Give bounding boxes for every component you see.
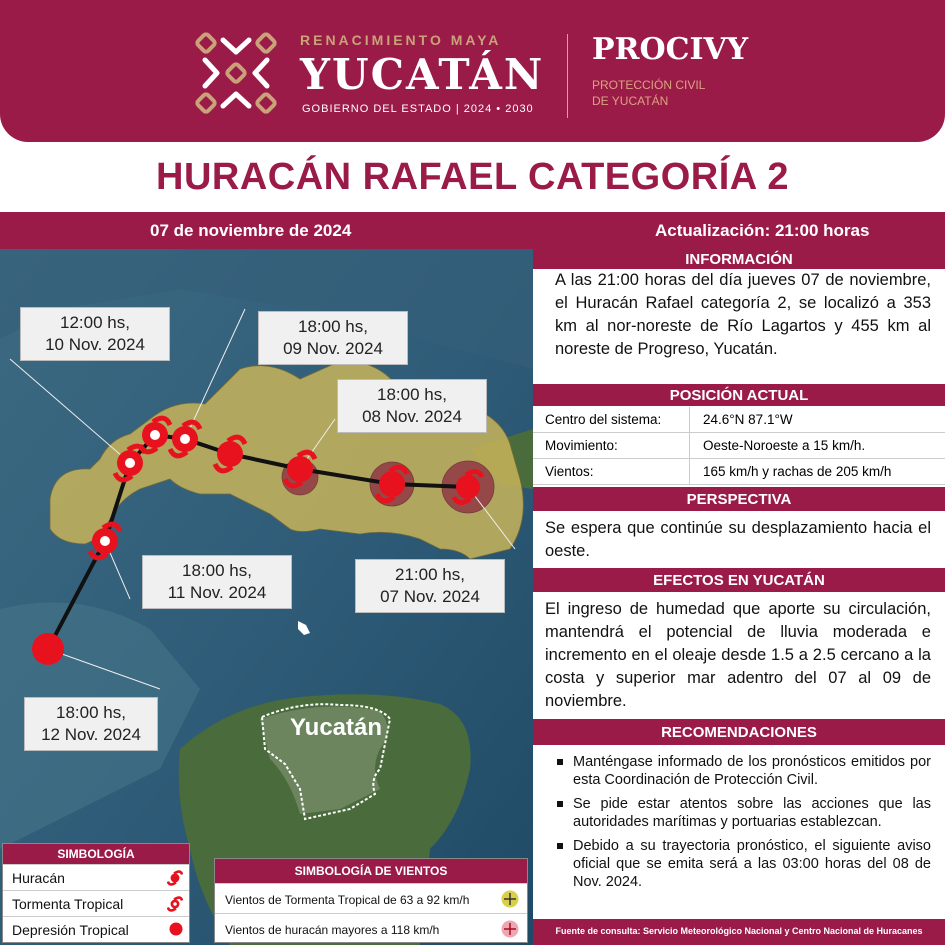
forecast-time: 12:00 hs, xyxy=(60,313,130,332)
agency-full-name xyxy=(592,77,752,109)
forecast-date: 12 Nov. 2024 xyxy=(41,725,141,744)
forecast-date: 08 Nov. 2024 xyxy=(362,407,462,426)
forecast-date: 07 Nov. 2024 xyxy=(380,587,480,606)
forecast-time: 18:00 hs, xyxy=(377,385,447,404)
legend-label: Tormenta Tropical xyxy=(12,896,124,912)
position-key: Centro del sistema: xyxy=(545,412,662,427)
position-key: Movimiento: xyxy=(545,438,618,453)
recommendations-list xyxy=(555,753,931,897)
forecast-label xyxy=(20,307,170,361)
forecast-time: 18:00 hs, xyxy=(56,703,126,722)
header-divider xyxy=(567,34,568,118)
wind-legend-item xyxy=(215,913,527,943)
tagline: RENACIMIENTO MAYA xyxy=(300,32,502,48)
perspective-heading: PERSPECTIVA xyxy=(533,487,945,511)
forecast-label xyxy=(355,559,505,613)
forecast-time: 18:00 hs, xyxy=(298,317,368,336)
wind-legend-item xyxy=(215,883,527,913)
forecast-label xyxy=(24,697,158,751)
header-banner xyxy=(0,0,945,142)
position-value: Oeste-Noroeste a 15 km/h. xyxy=(703,438,866,453)
agency-full-line-1: PROTECCIÓN CIVIL xyxy=(592,78,706,92)
row-divider xyxy=(689,459,690,485)
legend-heading: SIMBOLOGÍA xyxy=(3,844,189,864)
effects-heading: EFECTOS EN YUCATÁN xyxy=(533,568,945,592)
position-key: Vientos: xyxy=(545,464,594,479)
update-time: Actualización: 21:00 horas xyxy=(655,221,870,240)
yucatan-logo-icon xyxy=(193,30,279,116)
perspective-text: Se espera que continúe su desplazamiento hacia el oeste. xyxy=(545,519,931,560)
state-name: YUCATÁN xyxy=(300,50,545,99)
tropical-depression-icon xyxy=(169,922,183,936)
bulletin-date: 07 de noviembre de 2024 xyxy=(150,221,352,240)
info-heading: INFORMACIÓN xyxy=(533,249,945,269)
info-text: A las 21:00 horas del día jueves 07 de noviembre, el Huracán Rafael categoría 2, se localizó a 353 km al nor-noreste de Río Lagartos y 455 km al noreste de Progreso, Yucatán. xyxy=(555,271,931,358)
legend-item xyxy=(3,916,189,942)
forecast-date: 11 Nov. 2024 xyxy=(167,583,267,602)
legend-item xyxy=(3,890,189,916)
legend-item xyxy=(3,864,189,890)
wind-legend xyxy=(214,858,528,943)
wind-legend-heading: SIMBOLOGÍA DE VIENTOS xyxy=(215,859,527,883)
agency-full-line-2: DE YUCATÁN xyxy=(592,94,669,108)
legend-label: Depresión Tropical xyxy=(12,922,129,938)
forecast-label xyxy=(337,379,487,433)
position-row xyxy=(533,407,945,433)
hurricane-wind-icon xyxy=(501,920,519,938)
forecast-map xyxy=(0,249,533,945)
recommendation-item: Debido a su trayectoria pronóstico, el siguiente aviso oficial que se emita será a las 03:00 horas del 08 de Nov. 2024. xyxy=(555,837,931,891)
symbol-legend xyxy=(2,843,190,943)
wind-legend-label: Vientos de huracán mayores a 118 km/h xyxy=(225,923,440,937)
legend-label: Huracán xyxy=(12,870,65,886)
position-row xyxy=(533,433,945,459)
region-label: Yucatán xyxy=(289,714,383,741)
forecast-time: 18:00 hs, xyxy=(182,561,252,580)
info-panel xyxy=(533,249,945,945)
recommendations-heading: RECOMENDACIONES xyxy=(533,719,945,745)
row-divider xyxy=(689,407,690,433)
position-value: 24.6°N 87.1°W xyxy=(703,412,793,427)
effects-text: El ingreso de humedad que aporte su circulación, mantendrá el potencial de lluvia moderada e incremento en el oleaje desde 1.5 a 2.5 cercano a la costa y superior mar adentro del 07 al 09 de noviembre. xyxy=(545,600,931,710)
position-heading: POSICIÓN ACTUAL xyxy=(533,384,945,406)
position-row xyxy=(533,459,945,485)
agency-name: PROCIVY xyxy=(592,32,749,67)
date-bar xyxy=(0,212,945,249)
forecast-time: 21:00 hs, xyxy=(395,565,465,584)
page-title: HURACÁN RAFAEL CATEGORÍA 2 xyxy=(156,156,789,198)
hurricane-icon xyxy=(167,869,183,887)
forecast-date: 09 Nov. 2024 xyxy=(283,339,383,358)
recommendation-item: Se pide estar atentos sobre las acciones que las autoridades marítimas y portuarias establezcan. xyxy=(555,795,931,831)
row-divider xyxy=(689,433,690,459)
source-note: Fuente de consulta: Servicio Meteorológico Nacional y Centro Nacional de Huracanes xyxy=(533,919,945,945)
position-value: 165 km/h y rachas de 205 km/h xyxy=(703,464,892,479)
forecast-label xyxy=(142,555,292,609)
forecast-date: 10 Nov. 2024 xyxy=(45,335,145,354)
tropical-storm-wind-icon xyxy=(501,890,519,908)
government-line: GOBIERNO DEL ESTADO | 2024 • 2030 xyxy=(302,103,534,115)
forecast-label xyxy=(258,311,408,365)
wind-legend-label: Vientos de Tormenta Tropical de 63 a 92 km/h xyxy=(225,893,470,907)
recommendation-item: Manténgase informado de los pronósticos emitidos por esta Coordinación de Protección Civil. xyxy=(555,753,931,789)
tropical-storm-icon xyxy=(167,895,183,913)
